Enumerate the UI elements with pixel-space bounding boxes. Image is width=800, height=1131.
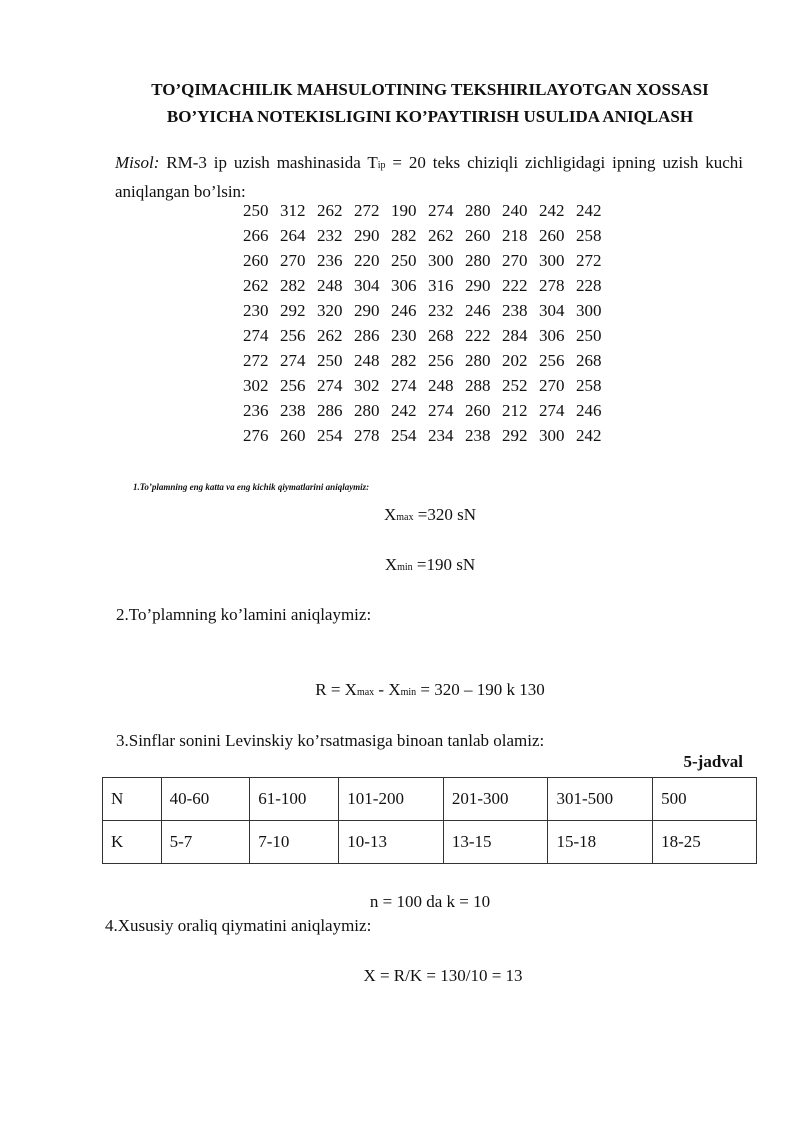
data-cell: 238	[502, 301, 528, 320]
data-cell: 230	[243, 301, 269, 320]
table-cell: K	[103, 821, 162, 864]
data-cell: 288	[465, 376, 491, 395]
data-cell: 238	[280, 401, 306, 420]
data-cell: 236	[317, 251, 343, 270]
xmax-symbol: X	[384, 505, 397, 524]
data-cell: 302	[354, 376, 380, 395]
data-cell: 292	[280, 301, 306, 320]
data-cell: 264	[280, 226, 306, 245]
data-cell: 242	[391, 401, 417, 420]
x-formula: X = R/K = 130/10 = 13	[363, 966, 523, 985]
data-cell: 306	[391, 276, 417, 295]
data-cell: 274	[428, 401, 454, 420]
table-cell: 10-13	[339, 821, 444, 864]
data-cell: 236	[243, 401, 269, 420]
xmin-subscript: min	[397, 562, 413, 573]
data-cell: 246	[576, 401, 602, 420]
data-cell: 250	[243, 201, 269, 220]
data-cell: 260	[539, 226, 565, 245]
data-cell: 290	[354, 301, 380, 320]
data-cell: 248	[354, 351, 380, 370]
data-cell: 262	[317, 201, 343, 220]
data-cell: 256	[428, 351, 454, 370]
data-cell: 218	[502, 226, 528, 245]
data-cell: 312	[280, 201, 306, 220]
data-row	[243, 298, 613, 323]
xmin-symbol: X	[384, 555, 398, 574]
data-cell: 286	[354, 326, 380, 345]
data-cell: 222	[465, 326, 491, 345]
data-cell: 270	[539, 376, 565, 395]
table-cell: N	[103, 778, 162, 821]
data-cell: 304	[539, 301, 565, 320]
data-cell: 230	[391, 326, 417, 345]
example-paragraph	[115, 150, 743, 205]
data-cell: 280	[465, 351, 491, 370]
data-cell: 266	[243, 226, 269, 245]
table-cell: 13-15	[443, 821, 548, 864]
data-cell: 270	[502, 251, 528, 270]
data-cell: 272	[576, 251, 602, 270]
example-label: Misol:	[115, 153, 160, 172]
data-cell: 290	[354, 226, 380, 245]
data-cell: 274	[428, 201, 454, 220]
table-cell: 18-25	[653, 821, 757, 864]
step-2-heading: 2.To’plamning ko’lamini aniqlaymiz:	[116, 605, 372, 624]
levinsky-table	[102, 777, 757, 864]
data-cell: 286	[317, 401, 343, 420]
data-cell: 300	[576, 301, 602, 320]
data-cell: 282	[280, 276, 306, 295]
data-row	[243, 373, 613, 398]
data-cell: 282	[391, 226, 417, 245]
data-cell: 250	[391, 251, 417, 270]
data-cell: 316	[428, 276, 454, 295]
step-4-heading: 4.Xususiy oraliq qiymatini aniqlaymiz:	[105, 916, 372, 935]
table-cell: 15-18	[548, 821, 653, 864]
table-cell: 101-200	[339, 778, 444, 821]
data-cell: 306	[539, 326, 565, 345]
range-sub-min: min	[400, 687, 417, 698]
data-cell: 274	[539, 401, 565, 420]
data-cell: 300	[539, 426, 565, 445]
data-cell: 278	[539, 276, 565, 295]
range-sub-max: max	[356, 687, 375, 698]
data-row	[243, 423, 613, 448]
step-3-heading: 3.Sinflar sonini Levinskiy ko’rsatmasiga binoan tanlab olamiz:	[116, 731, 545, 750]
data-row	[243, 248, 613, 273]
xmax-line	[0, 505, 800, 525]
data-cell: 280	[465, 251, 491, 270]
range-formula-part-a: R = X	[315, 680, 357, 699]
data-cell: 274	[317, 376, 343, 395]
data-cell: 256	[280, 376, 306, 395]
data-cell: 222	[502, 276, 528, 295]
data-row	[243, 348, 613, 373]
data-cell: 248	[317, 276, 343, 295]
data-cell: 252	[502, 376, 528, 395]
xmin-line	[0, 555, 800, 575]
data-cell: 242	[576, 426, 602, 445]
xmax-value: =320 sN	[413, 505, 476, 524]
data-cell: 276	[243, 426, 269, 445]
step-1-heading: 1.To’plamning eng katta va eng kichik qiymatlarini aniqlaymiz:	[133, 482, 370, 492]
data-cell: 246	[391, 301, 417, 320]
data-cell: 260	[465, 226, 491, 245]
data-cell: 254	[391, 426, 417, 445]
example-text-b: = 20 teks chiziqli zichligidagi ipning uzish kuchi aniqlangan bo’lsin:	[115, 153, 743, 201]
data-cell: 274	[243, 326, 269, 345]
data-cell: 228	[576, 276, 602, 295]
data-row	[243, 198, 613, 223]
data-cell: 212	[502, 401, 528, 420]
data-row	[243, 323, 613, 348]
data-cell: 300	[428, 251, 454, 270]
data-cell: 268	[576, 351, 602, 370]
table-cell: 40-60	[161, 778, 250, 821]
table-row-n	[103, 778, 757, 821]
title-line-2: BO’YICHA NOTEKISLIGINI KO’PAYTIRISH USULIDA ANIQLASH	[166, 107, 694, 126]
data-cell: 232	[317, 226, 343, 245]
table-number: 5-jadval	[683, 752, 743, 771]
data-row	[243, 273, 613, 298]
table-cell: 7-10	[250, 821, 339, 864]
data-cell: 270	[280, 251, 306, 270]
data-cell: 302	[243, 376, 269, 395]
data-row	[243, 223, 613, 248]
data-cell: 292	[502, 426, 528, 445]
n-k-line: n = 100 da k = 10	[369, 892, 491, 911]
data-row	[243, 398, 613, 423]
table-row-k	[103, 821, 757, 864]
data-cell: 320	[317, 301, 343, 320]
data-cell: 304	[354, 276, 380, 295]
data-cell: 268	[428, 326, 454, 345]
xmax-subscript: max	[396, 512, 414, 523]
data-cell: 272	[243, 351, 269, 370]
table-cell: 500	[653, 778, 757, 821]
data-cell: 274	[280, 351, 306, 370]
xmin-value: =190 sN	[412, 555, 476, 574]
data-cell: 256	[539, 351, 565, 370]
data-cell: 278	[354, 426, 380, 445]
data-cell: 282	[391, 351, 417, 370]
data-cell: 290	[465, 276, 491, 295]
data-cell: 246	[465, 301, 491, 320]
data-cell: 262	[243, 276, 269, 295]
example-text-a: RM-3 ip uzish mashinasida T	[159, 153, 378, 172]
table-cell: 5-7	[161, 821, 250, 864]
data-cell: 262	[428, 226, 454, 245]
data-cell: 262	[317, 326, 343, 345]
data-cell: 242	[576, 201, 602, 220]
data-cell: 280	[465, 201, 491, 220]
subscript-ip: ip	[377, 160, 386, 171]
data-cell: 238	[465, 426, 491, 445]
data-cell: 248	[428, 376, 454, 395]
data-cell: 250	[317, 351, 343, 370]
table-cell: 301-500	[548, 778, 653, 821]
data-cell: 234	[428, 426, 454, 445]
data-cell: 190	[391, 201, 417, 220]
table-cell: 201-300	[443, 778, 548, 821]
page-title	[100, 76, 760, 130]
range-formula-part-c: = 320 – 190 k 130	[416, 680, 545, 699]
data-cell: 232	[428, 301, 454, 320]
data-cell: 272	[354, 201, 380, 220]
table-cell: 61-100	[250, 778, 339, 821]
data-cell: 250	[576, 326, 602, 345]
data-cell: 258	[576, 226, 602, 245]
data-cell: 240	[502, 201, 528, 220]
data-cell: 256	[280, 326, 306, 345]
range-formula	[0, 680, 800, 700]
data-cell: 260	[280, 426, 306, 445]
data-cell: 284	[502, 326, 528, 345]
data-cell: 254	[317, 426, 343, 445]
data-cell: 242	[539, 201, 565, 220]
data-cell: 202	[502, 351, 528, 370]
measurement-data-grid	[243, 198, 613, 448]
data-cell: 280	[354, 401, 380, 420]
data-cell: 300	[539, 251, 565, 270]
range-formula-part-b: - X	[374, 680, 401, 699]
data-cell: 260	[243, 251, 269, 270]
data-cell: 258	[576, 376, 602, 395]
data-cell: 260	[465, 401, 491, 420]
title-line-1: TO’QIMACHILIK MAHSULOTINING TEKSHIRILAYOTGAN XOSSASI	[151, 80, 709, 99]
data-cell: 274	[391, 376, 417, 395]
data-cell: 220	[354, 251, 380, 270]
